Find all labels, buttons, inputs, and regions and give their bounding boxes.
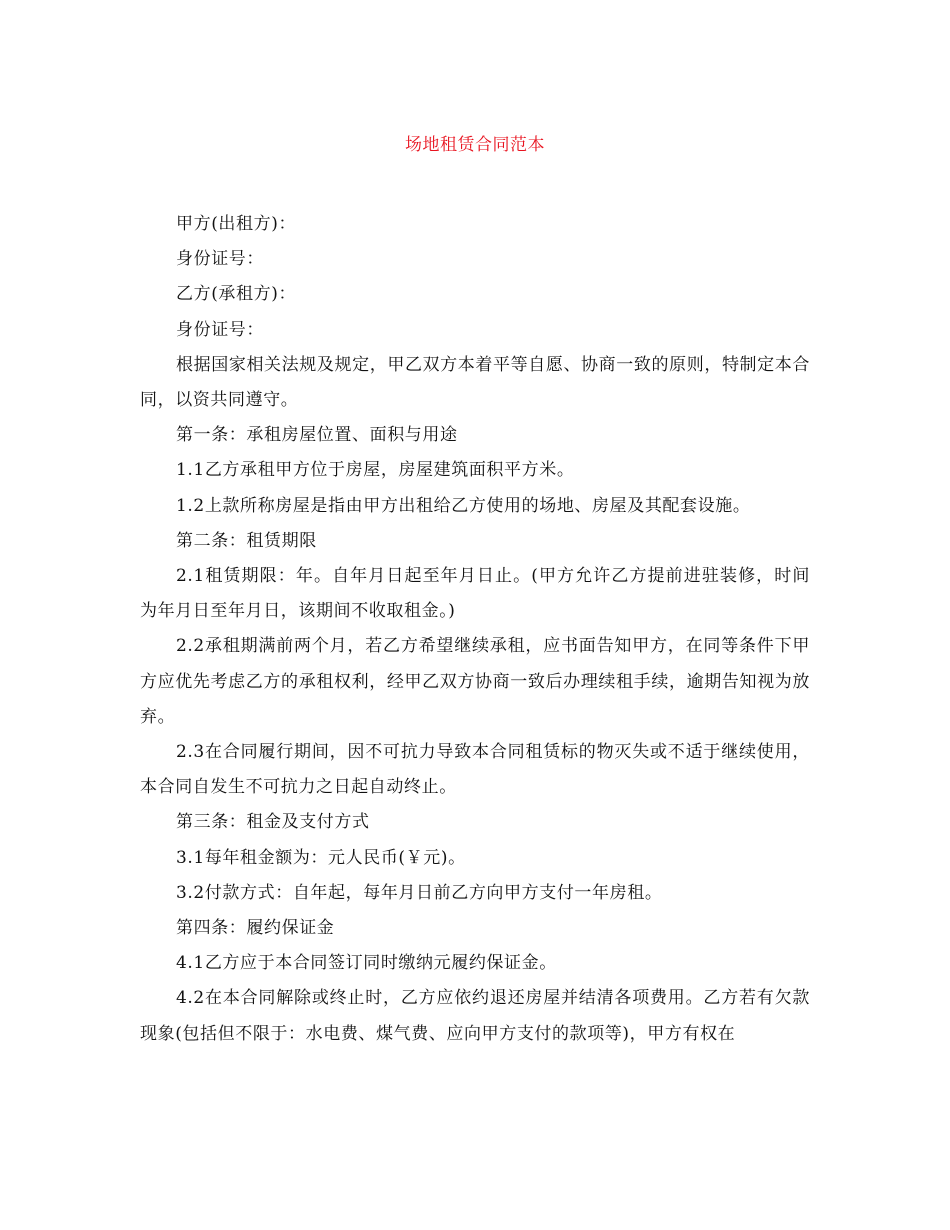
document-title: 场地租赁合同范本 bbox=[405, 135, 545, 155]
document-body bbox=[140, 207, 810, 1052]
clause-4-1: 4.1乙方应于本合同签订同时缴纳元履约保证金。 bbox=[176, 953, 557, 974]
article-1-heading: 第一条：承租房屋位置、面积与用途 bbox=[176, 425, 458, 446]
article-2-heading: 第二条：租赁期限 bbox=[176, 530, 317, 551]
clause-3-1: 3.1每年租金额为：元人民币(￥元)。 bbox=[176, 847, 466, 868]
clause-3-2: 3.2付款方式：自年起，每年月日前乙方向甲方支付一年房租。 bbox=[176, 882, 663, 903]
party-a-line: 甲方(出租方)： bbox=[176, 214, 297, 234]
clause-1-1: 1.1乙方承租甲方位于房屋，房屋建筑面积平方米。 bbox=[176, 460, 575, 481]
clause-4-2: 4.2在本合同解除或终止时，乙方应依约退还房屋并结清各项费用。乙方若有欠款现象(包括但不限于：水电费、煤气费、应向甲方支付的款项等)，甲方有权在 bbox=[140, 988, 810, 1044]
clause-2-2: 2.2承租期满前两个月，若乙方希望继续承租，应书面告知甲方，在同等条件下甲方应优先考虑乙方的承租权利，经甲乙双方协商一致后办理续租手续，逾期告知视为放弃。 bbox=[140, 636, 810, 727]
article-4-heading: 第四条：履约保证金 bbox=[176, 918, 335, 939]
article-3-heading: 第三条：租金及支付方式 bbox=[176, 812, 370, 833]
party-a-id-line: 身份证号： bbox=[176, 249, 264, 270]
party-b-id-line: 身份证号： bbox=[176, 319, 264, 340]
clause-1-2: 1.2上款所称房屋是指由甲方出租给乙方使用的场地、房屋及其配套设施。 bbox=[176, 495, 751, 516]
clause-2-3: 2.3在合同履行期间，因不可抗力导致本合同租赁标的物灭失或不适于继续使用，本合同自发生不可抗力之日起自动终止。 bbox=[140, 742, 810, 798]
clause-2-1: 2.1租赁期限：年。自年月日起至年月日止。(甲方允许乙方提前进驻装修，时间为年月日至年月日，该期间不收取租金。) bbox=[140, 566, 810, 622]
party-b-line: 乙方(承租方)： bbox=[176, 284, 297, 305]
preamble-paragraph: 根据国家相关法规及规定，甲乙双方本着平等自愿、协商一致的原则，特制定本合同，以资共同遵守。 bbox=[140, 354, 810, 411]
